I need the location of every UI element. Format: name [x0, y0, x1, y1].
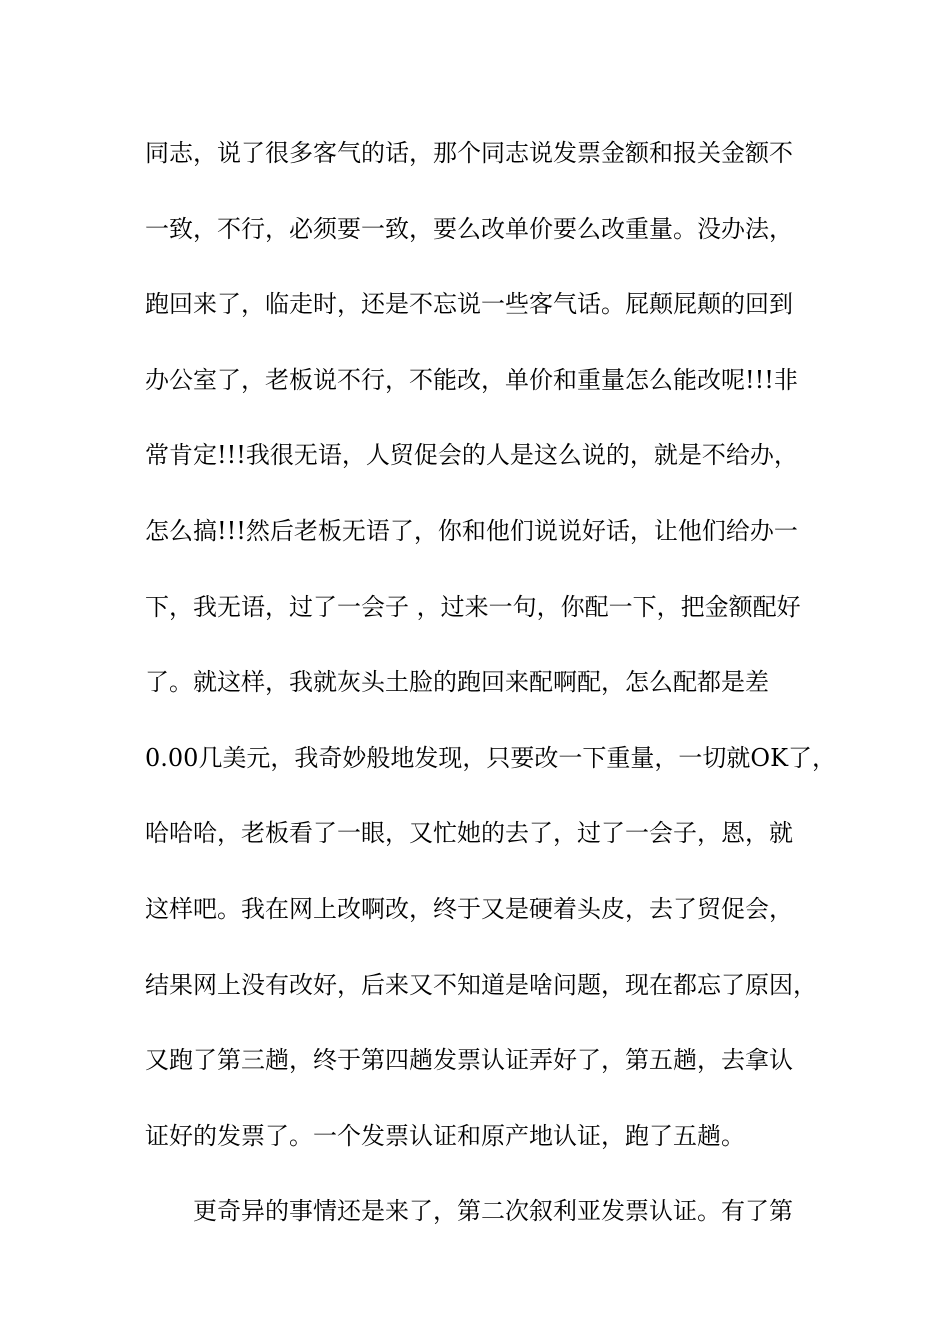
text-line: 一致，不行，必须要一致，要么改单价要么改重量。没办法， — [145, 214, 793, 243]
text-line: 哈哈哈，老板看了一眼，又忙她的去了，过了一会子，恩，就 — [145, 819, 793, 848]
text-line: 跑回来了，临走时，还是不忘说一些客气话。屁颠屁颠的回到 — [145, 290, 793, 319]
text-line: 下，我无语，过了一会子 ，过来一句，你配一下，把金额配好 — [145, 592, 801, 621]
text-line: 这样吧。我在网上改啊改，终于又是硬着头皮，去了贸促会， — [145, 894, 793, 923]
text-line: 证好的发票了。一个发票认证和原产地认证，跑了五趟。 — [145, 1121, 745, 1150]
paragraph-start-line: 更奇异的事情还是来了，第二次叙利亚发票认证。有了第 — [193, 1197, 793, 1226]
text-line: 同志，说了很多客气的话，那个同志说发票金额和报关金额不 — [145, 139, 793, 167]
body-text — [145, 129, 835, 1263]
text-line: 结果网上没有改好，后来又不知道是啥问题，现在都忘了原因， — [145, 970, 817, 999]
text-line: 怎么搞!!!然后老板无语了，你和他们说说好话，让他们给办一 — [145, 516, 798, 545]
text-line: 又跑了第三趟，终于第四趟发票认证弄好了，第五趟，去拿认 — [145, 1046, 793, 1075]
text-line: 了。就这样，我就灰头土脸的跑回来配啊配，怎么配都是差 — [145, 668, 769, 697]
text-line: 办公室了，老板说不行，不能改，单价和重量怎么能改呢!!!非 — [145, 365, 798, 394]
text-line: 0.00几美元，我奇妙般地发现，只要改一下重量，一切就OK了， — [145, 743, 837, 772]
text-line: 常肯定!!!我很无语，人贸促会的人是这么说的，就是不给办， — [145, 441, 798, 470]
